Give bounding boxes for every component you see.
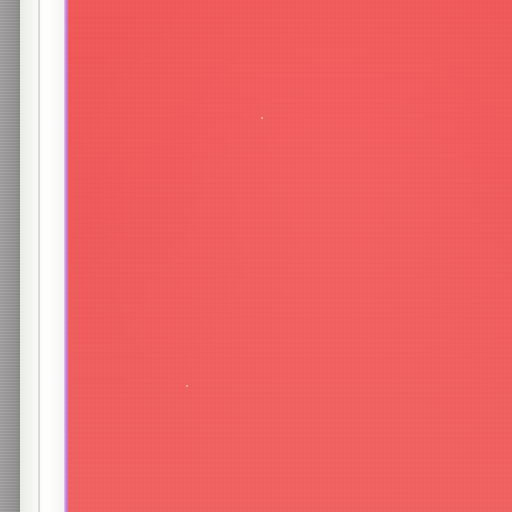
dust-speck — [261, 117, 263, 119]
white-frame-border — [20, 0, 68, 512]
red-panel-texture — [68, 0, 512, 512]
frame-groove-line — [38, 0, 40, 512]
dust-speck — [186, 385, 188, 387]
